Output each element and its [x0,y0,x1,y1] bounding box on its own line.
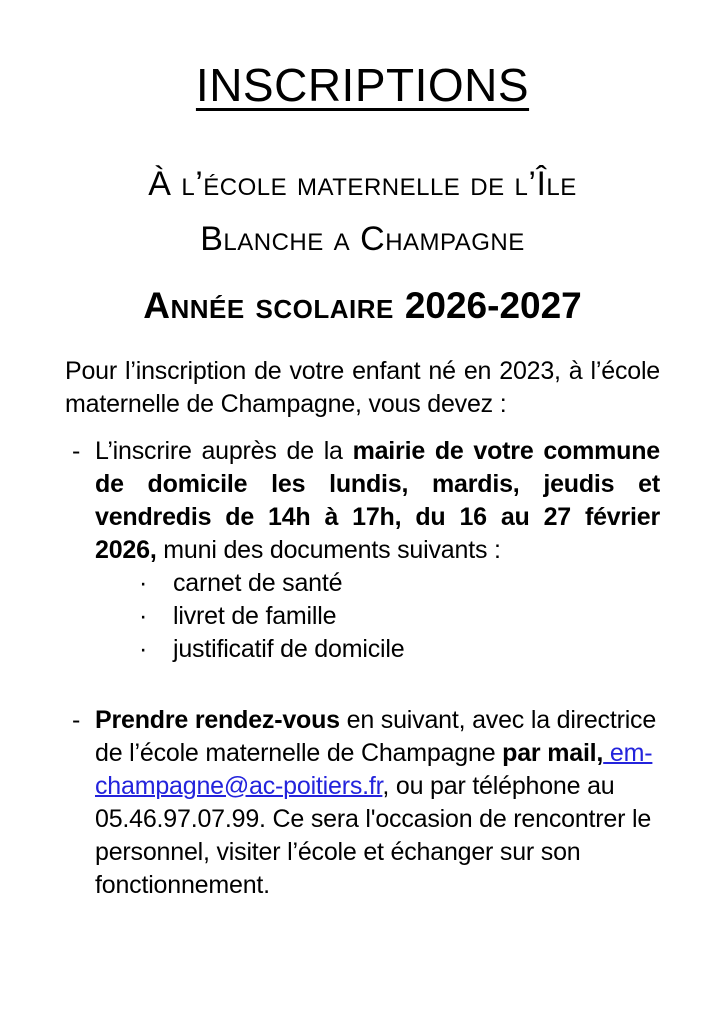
subtitle-line-1: À l’école maternelle de l’Île [148,164,577,203]
registration-part2-bold: mairie de votre commune de domicile les lundis, mardis, jeudis et vendredis de 14h à 17h, du 16 au 27 février 2026, [95,436,661,564]
intro-paragraph: Pour l’inscription de votre enfant né en 2023, à l’école maternelle de Champagne, vous devez : [65,356,660,418]
appointment-part2: en suivant, avec la directrice de l’école maternelle de Champagne [95,705,657,767]
list-item-registration [65,435,660,567]
appointment-part3-bold: par mail, [502,738,604,767]
school-year-heading [65,283,660,329]
document-subtitle [65,157,660,267]
email-link[interactable]: em-champagne@ac-poitiers.fr [95,738,653,800]
appointment-part4: , ou par téléphone au 05.46.97.07.99. Ce sera l'occasion de rencontrer le personnel, visiter l’école et échanger sur son fonctionnement. [95,771,652,899]
dot-bullet: · [139,634,148,663]
list-item-appointment [65,704,660,902]
registration-text [95,435,660,567]
document-item-label: livret de famille [173,601,337,630]
document-item-label: justificatif de domicile [173,634,405,663]
dot-bullet: · [139,568,148,597]
dot-bullet: · [139,601,148,630]
appointment-text [95,704,660,902]
appointment-part1-bold: Prendre rendez-vous [95,705,340,734]
dash-bullet: - [72,436,81,465]
registration-part1: L’inscrire auprès de la [95,436,353,465]
document-item-label: carnet de santé [173,568,343,597]
list-item-livret [137,600,660,633]
school-year-value: 2026-2027 [404,284,582,326]
documents-list [137,567,660,666]
list-item-justificatif [137,633,660,666]
school-year-label: Année scolaire [143,284,394,326]
dash-bullet: - [72,705,81,734]
list-item-carnet [137,567,660,600]
subtitle-line-2: Blanche a Champagne [200,219,525,258]
document-title: INSCRIPTIONS [195,59,530,111]
registration-part3: muni des documents suivants : [156,535,501,564]
